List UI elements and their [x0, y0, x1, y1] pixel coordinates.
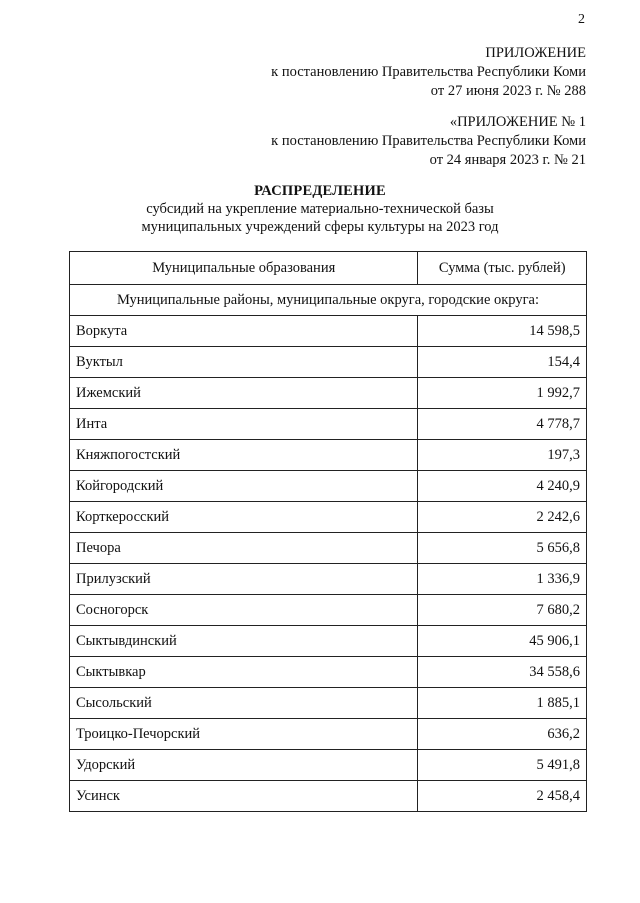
table-row	[70, 781, 587, 812]
subsidy-amount: 154,4	[418, 347, 587, 378]
municipality-name: Княжпогостский	[70, 440, 418, 471]
municipality-name: Койгородский	[70, 471, 418, 502]
municipality-name: Печора	[70, 533, 418, 564]
subsidy-amount: 197,3	[418, 440, 587, 471]
table-row	[70, 626, 587, 657]
appendix-current-title: ПРИЛОЖЕНИЕ	[485, 45, 586, 61]
page-number: 2	[578, 12, 585, 27]
appendix-current-line2: от 27 июня 2023 г. № 288	[430, 83, 586, 99]
table-row	[70, 502, 587, 533]
table-row	[70, 533, 587, 564]
municipality-name: Корткеросский	[70, 502, 418, 533]
table-row	[70, 564, 587, 595]
subsidy-amount: 34 558,6	[418, 657, 587, 688]
municipality-name: Ижемский	[70, 378, 418, 409]
municipality-name: Прилузский	[70, 564, 418, 595]
subsidy-amount: 2 242,6	[418, 502, 587, 533]
table-row	[70, 347, 587, 378]
subsidy-amount: 5 491,8	[418, 750, 587, 781]
municipality-name: Сысольский	[70, 688, 418, 719]
subsidy-amount: 1 336,9	[418, 564, 587, 595]
table-header-row	[70, 252, 587, 285]
document-title-block	[0, 182, 640, 236]
subsidy-amount: 636,2	[418, 719, 587, 750]
section-header-label: Муниципальные районы, муниципальные округа, городские округа:	[70, 285, 587, 316]
municipality-name: Усинск	[70, 781, 418, 812]
header-municipality: Муниципальные образования	[70, 252, 418, 285]
document-subtitle-line1: субсидий на укрепление материально-технической базы	[146, 201, 494, 217]
table-row	[70, 657, 587, 688]
appendix-current-block	[271, 44, 586, 101]
municipality-name: Инта	[70, 409, 418, 440]
subsidy-amount: 1 992,7	[418, 378, 587, 409]
table-row	[70, 440, 587, 471]
subsidy-amount: 45 906,1	[418, 626, 587, 657]
municipality-name: Сыктывдинский	[70, 626, 418, 657]
municipality-name: Троицко-Печорский	[70, 719, 418, 750]
municipality-name: Воркута	[70, 316, 418, 347]
municipality-name: Сыктывкар	[70, 657, 418, 688]
subsidy-amount: 14 598,5	[418, 316, 587, 347]
appendix-current-line1: к постановлению Правительства Республики Коми	[271, 64, 586, 80]
table-row	[70, 316, 587, 347]
appendix-original-line1: к постановлению Правительства Республики Коми	[271, 133, 586, 149]
document-subtitle-line2: муниципальных учреждений сферы культуры на 2023 год	[141, 219, 499, 235]
table-row	[70, 409, 587, 440]
table-row	[70, 471, 587, 502]
document-title: РАСПРЕДЕЛЕНИЕ	[254, 183, 386, 199]
table-row	[70, 688, 587, 719]
table-row	[70, 750, 587, 781]
table-row	[70, 595, 587, 626]
municipality-name: Сосногорск	[70, 595, 418, 626]
distribution-table	[69, 251, 587, 812]
subsidy-amount: 4 778,7	[418, 409, 587, 440]
municipality-name: Удорский	[70, 750, 418, 781]
header-sum: Сумма (тыс. рублей)	[418, 252, 587, 285]
table-body	[70, 285, 587, 812]
subsidy-amount: 2 458,4	[418, 781, 587, 812]
subsidy-amount: 1 885,1	[418, 688, 587, 719]
section-header-row	[70, 285, 587, 316]
appendix-original-line2: от 24 января 2023 г. № 21	[429, 152, 586, 168]
table-row	[70, 378, 587, 409]
appendix-original-title: «ПРИЛОЖЕНИЕ № 1	[449, 114, 586, 130]
subsidy-amount: 7 680,2	[418, 595, 587, 626]
subsidy-amount: 5 656,8	[418, 533, 587, 564]
table-row	[70, 719, 587, 750]
appendix-original-block	[271, 113, 586, 170]
subsidy-amount: 4 240,9	[418, 471, 587, 502]
municipality-name: Вуктыл	[70, 347, 418, 378]
